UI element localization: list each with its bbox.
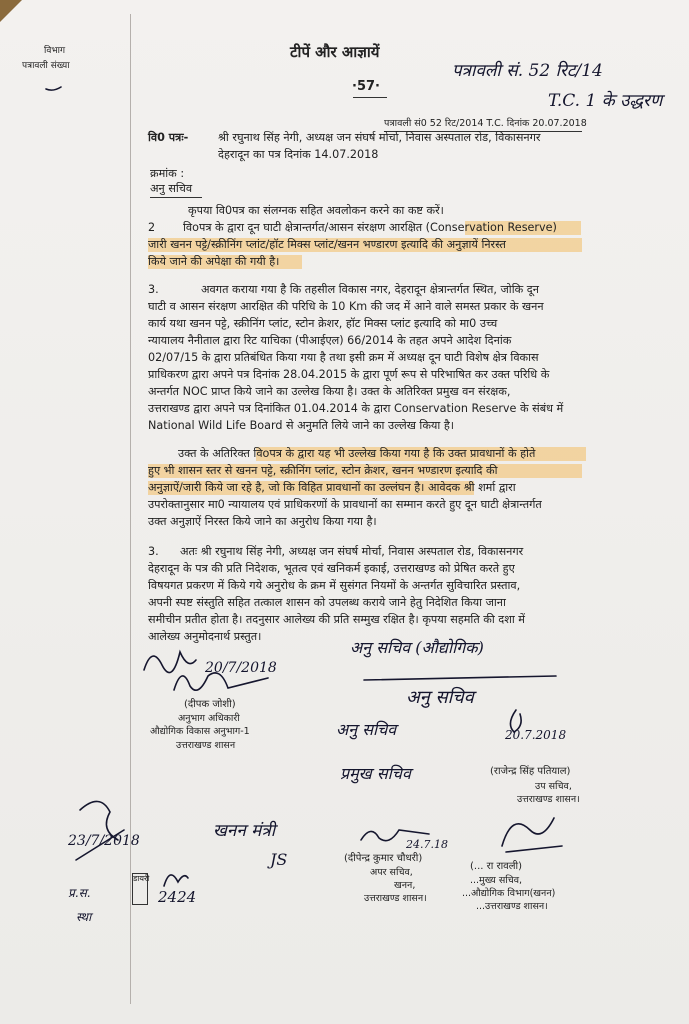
folded-corner <box>0 0 22 22</box>
subject-label: वि0 पत्रः- <box>148 131 189 144</box>
handwritten-js: JS <box>270 850 288 869</box>
signature-left-margin <box>70 790 130 870</box>
para-2-line-3: किये जाने की अपेक्षा की गयी है। <box>148 255 280 268</box>
para-5-line: विषयगत प्रकरण में किये गये अनुरोध के क्रम में सुसंगत नियमों के अन्तर्गत सुविचारित प्रस्ताव, <box>148 579 521 592</box>
para-3-line: उत्तराखण्ड द्वारा अपने पत्र दिनांकित 01.04.2014 के द्वारा Conservation Reserve के संबंध में <box>148 402 564 415</box>
para-3-line: 02/07/15 के द्वारा प्रतिबंधित किया गया है तथा इसी क्रम में अध्यक्ष दून घाटी विशेष क्षेत्र विकास <box>148 351 539 364</box>
deepak-joshi-title-3: उत्तराखण्ड शासन <box>176 740 236 751</box>
margin-label-patravali: पत्रावली संख्या <box>22 61 70 71</box>
para-2-line-1: विoपत्र के द्वारा दून घाटी क्षेत्रान्तर्गत/आसन संरक्षण आरक्षित (Conservation Reserve) <box>183 221 557 234</box>
margin-tick-mark <box>44 84 64 94</box>
deepak-joshi-title-2: औद्योगिक विकास अनुभाग-1 <box>150 726 250 737</box>
para-3-line: न्यायालय नैनीताल द्वारा रिट याचिका (पीआईएल) 66/2014 के तहत अपने आदेश दिनांक <box>148 334 512 347</box>
para-3-line: घाटी व आसन संरक्षण आरक्षित की परिधि के 10 Km की जद में आने वाले समस्त प्रकार के खनन <box>148 300 544 313</box>
handwritten-khanan-mantri: खनन मंत्री <box>213 821 276 841</box>
para-5-line: देहरादून के पत्र की प्रति निदेशक, भूतत्व एवं खनिकर्म इकाई, उत्तराखण्ड को प्रेषित करते हुए <box>148 562 515 575</box>
margin-rule <box>130 14 131 1004</box>
addressee-anu-sachiv: अनु सचिव <box>150 182 193 195</box>
rajendra-title-2: उत्तराखण्ड शासन। <box>517 794 580 805</box>
signature-underline <box>360 672 560 686</box>
page-number-underline <box>353 97 387 98</box>
para-5-number: 3. <box>148 545 159 558</box>
margin-label-vibhag: विभाग <box>44 46 66 56</box>
deependra-title-2: खनन, <box>394 880 416 891</box>
para-4-line: उक्त अनुज्ञाऐं निरस्त किये जाने का अनुरोध किया गया है। <box>148 515 377 528</box>
file-reference: पत्रावली सं0 52 रिट/2014 T.C. दिनांक 20.07.2018 <box>384 118 587 129</box>
rajendra-name: (राजेन्द्र सिंह पतियाल) <box>490 766 571 777</box>
para-4-line: उपरोक्तानुसार मा0 न्यायालय एवं प्राधिकरणों के प्रावधानों का सम्मान करते हुए दून घाटी क्षेत्रान्तर्गत <box>148 498 542 511</box>
kramank: क्रमांक : <box>150 167 185 180</box>
diary-stamp: डायरी <box>132 873 148 905</box>
para-2-line-2: जारी खनन पट्टे/स्क्रीनिंग प्लांट/हॉट मिक्स प्लांट/खनन भण्डारण इत्यादि की अनुज्ञायें निरस्त <box>148 238 506 251</box>
para-5-line: अतः श्री रघुनाथ सिंह नेगी, अध्यक्ष जन संघर्ष मोर्चा, निवास अस्पताल रोड, विकासनगर <box>180 545 524 558</box>
subject-line-1: श्री रघुनाथ सिंह नेगी, अध्यक्ष जन संघर्ष मोर्चा, निवास अस्पताल रोड, विकासनगर <box>218 131 541 144</box>
deepak-joshi-name: (दीपक जोशी) <box>184 699 236 710</box>
deependra-title-1: अपर सचिव, <box>370 867 413 878</box>
addressee-underline <box>150 197 202 198</box>
stamp-number: 2424 <box>158 888 197 906</box>
handwritten-left-ps: प्र.स. <box>68 886 91 900</box>
subject-line-2: देहरादून का पत्र दिनांक 14.07.2018 <box>218 148 379 161</box>
handwritten-left-date: 23/7/2018 <box>68 833 140 849</box>
handwritten-anu-sachiv-audyogik: अनु सचिव (औद्योगिक) <box>350 638 484 657</box>
para-5-line: समीचीन प्रतीत होता है। तदनुसार आलेख्य की प्रति सम्मुख रक्षित है। कृपया सहमति की दशा में <box>148 613 525 626</box>
para-3-line: अन्तर्गत NOC प्राप्त किये जाने का उल्लेख किया है। उक्त के अतिरिक्त प्रमुख वन संरक्षक, <box>148 385 511 398</box>
para-4-line: उक्त के अतिरिक्त विoपत्र के द्वारा यह भी उल्लेख किया गया है कि उक्त प्रावधानों के होते <box>178 447 536 460</box>
para-3-line: अवगत कराया गया है कि तहसील विकास नगर, देहरादून क्षेत्रान्तर्गत स्थित, जोकि दून <box>201 283 539 296</box>
right-officer-name: (... रा रावली) <box>470 861 522 872</box>
handwritten-date-1: 20/7/2018 <box>205 660 277 676</box>
rajendra-title-1: उप सचिव, <box>535 781 572 792</box>
handwritten-file-ref-line2: T.C. 1 के उद्धरण <box>548 91 663 111</box>
signature-right-bottom <box>492 806 572 858</box>
para-3-number: 3. <box>148 283 159 296</box>
para-3-line: प्राधिकरण द्वारा अपने पत्र दिनांक 28.04.2015 के द्वारा पूर्ण रूप से परिभाषित कर उक्त परिधि के <box>148 368 550 381</box>
para-1: कृपया वि0पत्र का संलग्नक सहित अवलोकन करने का कष्ट करें। <box>188 204 444 217</box>
deepak-joshi-title-1: अनुभाग अधिकारी <box>178 713 240 724</box>
para-4-line: हुए भी शासन स्तर से खनन पट्टे, स्क्रीनिंग प्लांट, स्टोन क्रेशर, खनन भण्डारण इत्यादि की <box>148 464 498 477</box>
deependra-name: (दीपेन्द्र कुमार चौधरी) <box>344 853 423 864</box>
para-2-number: 2 <box>148 221 156 234</box>
para-3-line: कार्य यथा खनन पट्टे, स्क्रीनिंग प्लांट, स्टोन क्रेशर, हॉट मिक्स प्लांट इत्यादि को मा0 उच्च <box>148 317 498 330</box>
handwritten-anu-sachiv-2: अनु सचिव <box>336 720 397 739</box>
deependra-date: 24.7.18 <box>406 838 448 851</box>
para-3-line: National Wild Life Board से अनुमति लिये जाने का उल्लेख किया है। <box>148 419 455 432</box>
deependra-title-3: उत्तराखण्ड शासन। <box>364 893 427 904</box>
handwritten-anu-sachiv: अनु सचिव <box>406 687 474 708</box>
handwritten-pramukh-sachiv: प्रमुख सचिव <box>340 764 411 783</box>
handwritten-left-st: स्था <box>76 910 92 924</box>
right-officer-title-1: ...मुख्य सचिव, <box>470 875 523 886</box>
right-officer-title-2: ...औद्योगिक विभाग(खनन) <box>462 888 556 899</box>
page-title: टीपें और आज्ञायें <box>290 43 380 61</box>
para-4-line: अनुज्ञाऐं/जारी किये जा रहे है, जो कि विहित प्रावधानों का उल्लंघन है। आवेदक श्री शर्मा द्वारा <box>148 481 516 494</box>
page-number: ·57· <box>352 79 380 94</box>
handwritten-file-ref-line1: पत्रावली सं. 52 रिट/14 <box>452 61 603 81</box>
handwritten-date-2: 20.7.2018 <box>505 728 567 742</box>
para-5-line: अपनी स्पष्ट संस्तुति सहित तत्काल शासन को उपलब्ध कराये जाने हेतु निदेशित किया जाना <box>148 596 506 609</box>
para-5-line: आलेख्य अनुमोदनार्थ प्रस्तुत। <box>148 630 262 643</box>
right-officer-title-3: ...उत्तराखण्ड शासन। <box>476 901 548 912</box>
